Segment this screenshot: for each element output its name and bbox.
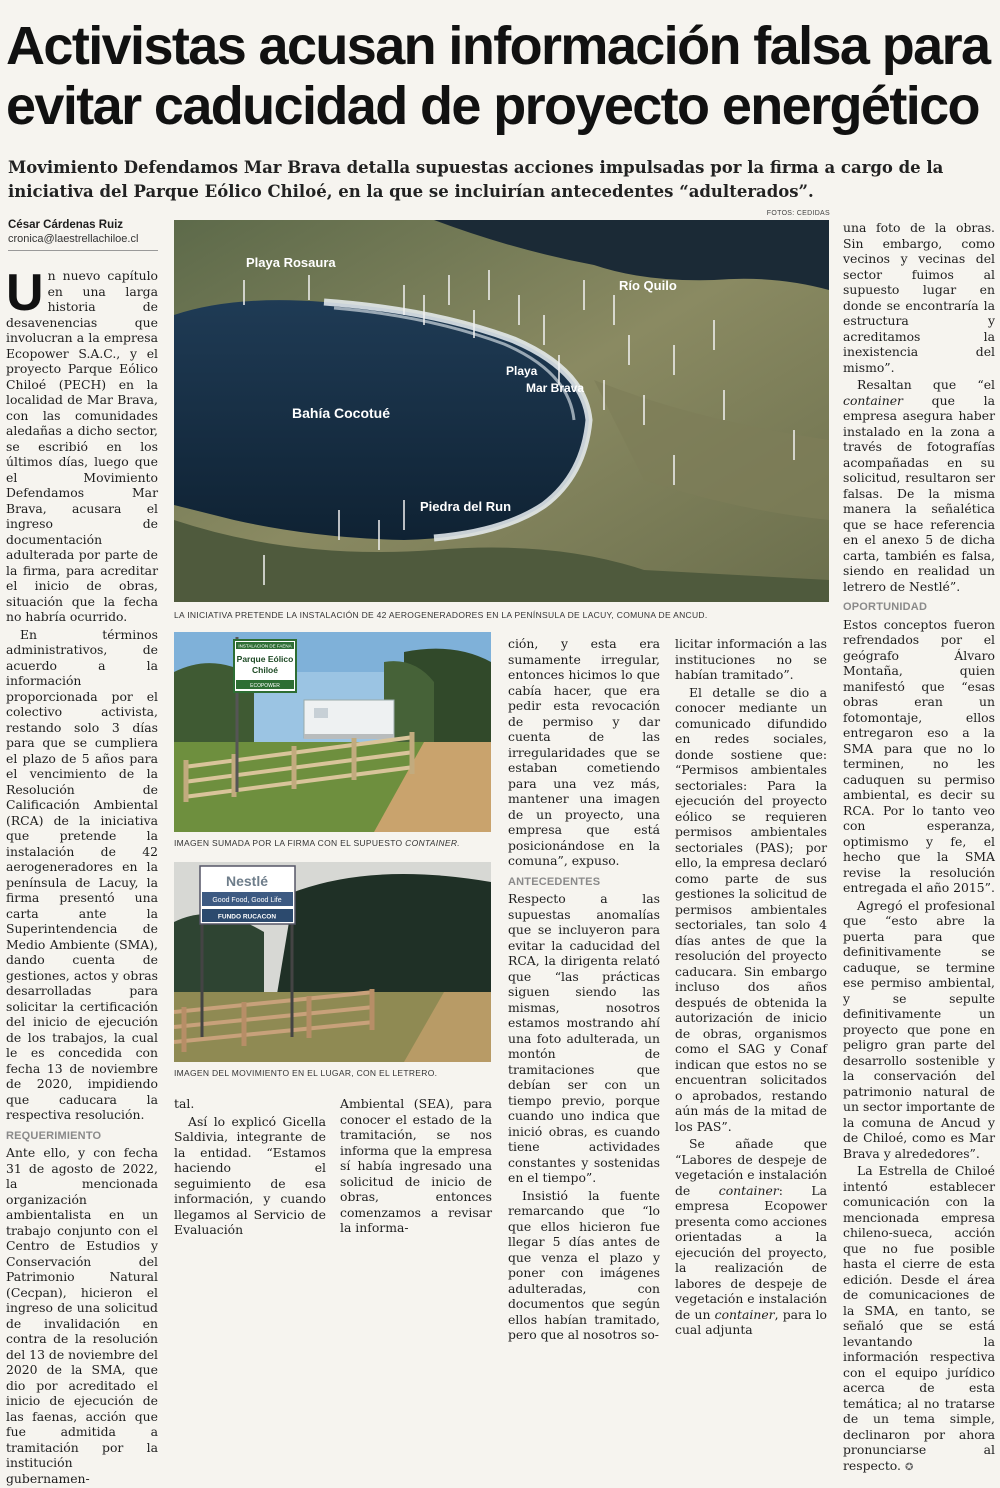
container-image bbox=[174, 632, 491, 832]
paragraph: La Estrella de Chiloé intentó establecer comunicación con la mencionada empresa chileno-sueca, acción que no fue posible hasta el cierre de esta edición. Desde el área de comunicaciones de la SMA, en tanto, se señaló que se está levantando la información respectiva con el equipo jurídico acerca de esta temática; al no tratarse de un tema simple, declinaron por ahora pronunciarse al respecto. ✪ bbox=[843, 1163, 995, 1473]
paragraph: Respecto a las supuestas anomalías que se incluyeron para evitar la caducidad del RCA, la dirigenta relató que “las prácticas siguen siendo las mismas, nosotros estamos mostrando ahí una foto adulterada, un montón de tramitaciones que debían ser con un tiempo previo, porque cuando uno indica que inició obras, es cuando tiene actividades constantes y sostenidas en el tiempo”. bbox=[508, 891, 660, 1185]
container-photo bbox=[174, 632, 491, 832]
column-3 bbox=[340, 1096, 492, 1238]
paragraph: Se añade que “Labores de despeje de vegetación e instalación de container: La empresa Ecopower presenta como acciones orientadas a la ejecución del proyecto, la realización de labores de despeje de vegetación e instalación de un container, para lo cual adjunta bbox=[675, 1136, 828, 1337]
column-1 bbox=[6, 264, 158, 1488]
end-mark-icon: ✪ bbox=[904, 1461, 914, 1473]
paragraph: En términos administrativos, de acuerdo a la información proporcionada por el colectivo activista, restando solo 3 días para que se cumpliera el plazo de 5 años para el vencimiento de la Resolución de Calificación Ambiental (RCA) de la iniciativa que pretende la instalación de 42 aerogeneradores en la península de Lacuy, la firma presentó una carta ante la Superintendencia de Medio Ambiente (SMA), dando cuenta de gestiones, actos y obras desarrolladas para solicitar la certificación del inicio de ejecución de los trabajos, la cual le es concedida con fecha 13 de noviembre de 2020, impidiendo que caducara la respectiva resolución. bbox=[6, 626, 158, 1122]
sign-title-line-2: Chiloé bbox=[252, 665, 278, 675]
sign-title-line-1: Parque Eólico bbox=[236, 654, 294, 664]
nestle-photo-caption: IMAGEN DEL MOVIMIENTO EN EL LUGAR, CON EL LETRERO. bbox=[174, 1068, 438, 1078]
map-photo-caption: LA INICIATIVA PRETENDE LA INSTALACIÓN DE 42 AEROGENERADORES EN LA PENÍNSULA DE LACUY, COMUNA DE ANCUD. bbox=[174, 610, 708, 620]
map-label-mar-brava: Mar Brava bbox=[526, 381, 585, 395]
paragraph: Ante ello, y con fecha 31 de agosto de 2022, la mencionada organización ambientalista en un trabajo conjunto con el Centro de Estudios y Conservación del Patrimonio Natural (Cecpan), hicieron el ingreso de una solicitud de invalidación en contra de la resolución del 13 de noviembre del 2020 de la SMA, que dio por acreditado el inicio de ejecución de las faenas, acción que fue admitida a tramitación por la institución gubernamen- bbox=[6, 1145, 158, 1486]
map-label-bahia-cocotue: Bahía Cocotué bbox=[292, 405, 391, 421]
paragraph: El detalle se dio a conocer mediante un comunicado difundido en redes sociales, donde sostiene que: “Permisos ambientales sectoriales: Para la ejecución del proyecto eólico se requieren permisos ambientales sectoriales (PAS); por ello, la empresa declaró como parte de sus gestiones la solicitud de permisos ambientales sectoriales, tan solo 4 días antes de que la resolución del proyecto caducara. Sin embargo incluso dos años después de obtenida la autorización de inicio de obras, organismos como el SAG y Conaf indican que estos no se encuentran solicitados o aprobados, restando aún más de la mitad de los PAS”. bbox=[675, 684, 827, 1134]
paragraph: Estos conceptos fueron refrendados por el geógrafo Álvaro Montaña, quien manifestó que “esas obras eran un fotomontaje, ellos entregaron eso a la SMA para que no lo terminen, no les caduquen su permiso ambiental, es decir su RCA. Por lo tanto veo con esperanza, optimismo y fe, el hecho que la SMA revise la resolución entregada el año 2015”. bbox=[843, 616, 995, 895]
nestle-sign-photo bbox=[174, 862, 491, 1062]
nestle-fundo: FUNDO RUCACON bbox=[217, 913, 277, 921]
section-heading-oportunidad: OPORTUNIDAD bbox=[843, 601, 928, 613]
byline bbox=[8, 218, 158, 251]
nestle-tagline: Good Food, Good Life bbox=[212, 897, 282, 904]
column-3-upper bbox=[508, 636, 660, 1345]
paragraph: Un nuevo capítulo en una larga historia de desavenencias que involucran a la empresa Ecopower S.A.C., y el proyecto Parque Eólico Chiloé (PECH) en la localidad de Mar Brava, con las comunidades aledañas a dicho sector, se escribió en los últimos días, luego que el Movimiento Defendamos Mar Brava, acusara el ingreso de documentación adulterada por parte de la firma, para acreditar el inicio de obras, situación que la fecha no habría ocurrido. bbox=[6, 264, 158, 624]
map-label-rio-quilo: Río Quilo bbox=[619, 278, 677, 293]
paragraph: Ambiental (SEA), para conocer el estado de la tramitación, se nos informa que la empresa sí había ingresado una solicitud de inicio de obras, entonces comenzamos a revisar la informa- bbox=[340, 1096, 492, 1235]
paragraph: Agregó el profesional que “esto abre la puerta para que definitivamente se caduque, se termine ese permiso ambiental, y se sepulte definitivamente un proyecto que pone en peligro gran parte del desarrollo sostenible y la conservación del patrimonio natural de un sector importante de la comuna de Ancud y de Chiloé, como es Mar Brava y alrededores”. bbox=[843, 897, 995, 1161]
section-heading-antecedentes: ANTECEDENTES bbox=[508, 875, 601, 888]
map-label-playa: Playa bbox=[506, 364, 538, 378]
paragraph: ción, y esta era sumamente irregular, entonces hicimos lo que cabía hacer, que era pedir esta revocación de permiso y dar cuenta de las irregularidades que se estaban cometiendo para una vez más, mantener una imagen de un proyecto, una empresa que está posicionándose en la comuna”, expuso. bbox=[508, 636, 660, 868]
photo-credit: FOTOS: CEDIDAS bbox=[766, 210, 830, 217]
paragraph: Insistió la fuente remarcando que “lo que ellos hicieron fue llegar 5 días antes de que venza el plazo y poner con imágenes adulteradas, con documentos que según ellos habían tramitado, pero que al nosotros so- bbox=[508, 1187, 660, 1342]
paragraph: Resaltan que “el container que la empresa asegura haber instalado en la zona a través de fotografías acompañadas en su solicitud, resultaron ser falsas. De la misma manera la señalética que se hace referencia en el anexo 5 de dicha carta, también es falsa, siendo en realidad un letrero de Nestlé”. bbox=[843, 377, 995, 594]
map-label-piedra-del-run: Piedra del Run bbox=[420, 499, 512, 514]
column-2 bbox=[174, 1096, 326, 1240]
section-heading-requerimiento: REQUERIMIENTO bbox=[6, 1129, 102, 1142]
paragraph: Así lo explicó Gicella Saldivia, integrante de la entidad. “Estamos haciendo el seguimiento de esa información, y cuando llegamos al Servicio de Evaluación bbox=[174, 1113, 326, 1237]
paragraph: licitar información a las instituciones no se habían tramitado”. bbox=[675, 636, 827, 682]
map-label-playa-rosaura: Playa Rosaura bbox=[246, 255, 336, 270]
drop-cap: U bbox=[6, 264, 44, 322]
headline: Activistas acusan información falsa para evitar caducidad de proyecto energético bbox=[6, 16, 990, 136]
column-5 bbox=[843, 220, 995, 1477]
author-email[interactable]: cronica@laestrellachiloe.cl bbox=[8, 233, 139, 245]
aerial-map-photo bbox=[174, 220, 829, 602]
column-4 bbox=[675, 636, 827, 1340]
aerial-map-image bbox=[174, 220, 829, 602]
sign-bottom-text: ECOPOWER bbox=[250, 683, 280, 689]
nestle-brand: Nestlé bbox=[225, 873, 269, 889]
subhead: Movimiento Defendamos Mar Brava detalla supuestas acciones impulsadas por la firma a cargo de la iniciativa del Parque Eólico Chiloé, en la que se incluirían antecedentes “adulterados”. bbox=[8, 158, 944, 201]
sign-top-text: INSTALACION DE FAENA bbox=[238, 643, 292, 649]
nestle-sign-image bbox=[174, 862, 491, 1062]
container-photo-caption: IMAGEN SUMADA POR LA FIRMA CON EL SUPUESTO CONTAINER. bbox=[174, 838, 460, 848]
paragraph: una foto de la obras. Sin embargo, como vecinos y vecinas del sector fuimos al supuesto lugar en donde se encontraría la estructura y acreditamos la inexistencia del mismo”. bbox=[843, 220, 995, 375]
paragraph: tal. bbox=[174, 1096, 195, 1111]
author-name: César Cárdenas Ruiz bbox=[8, 219, 124, 231]
